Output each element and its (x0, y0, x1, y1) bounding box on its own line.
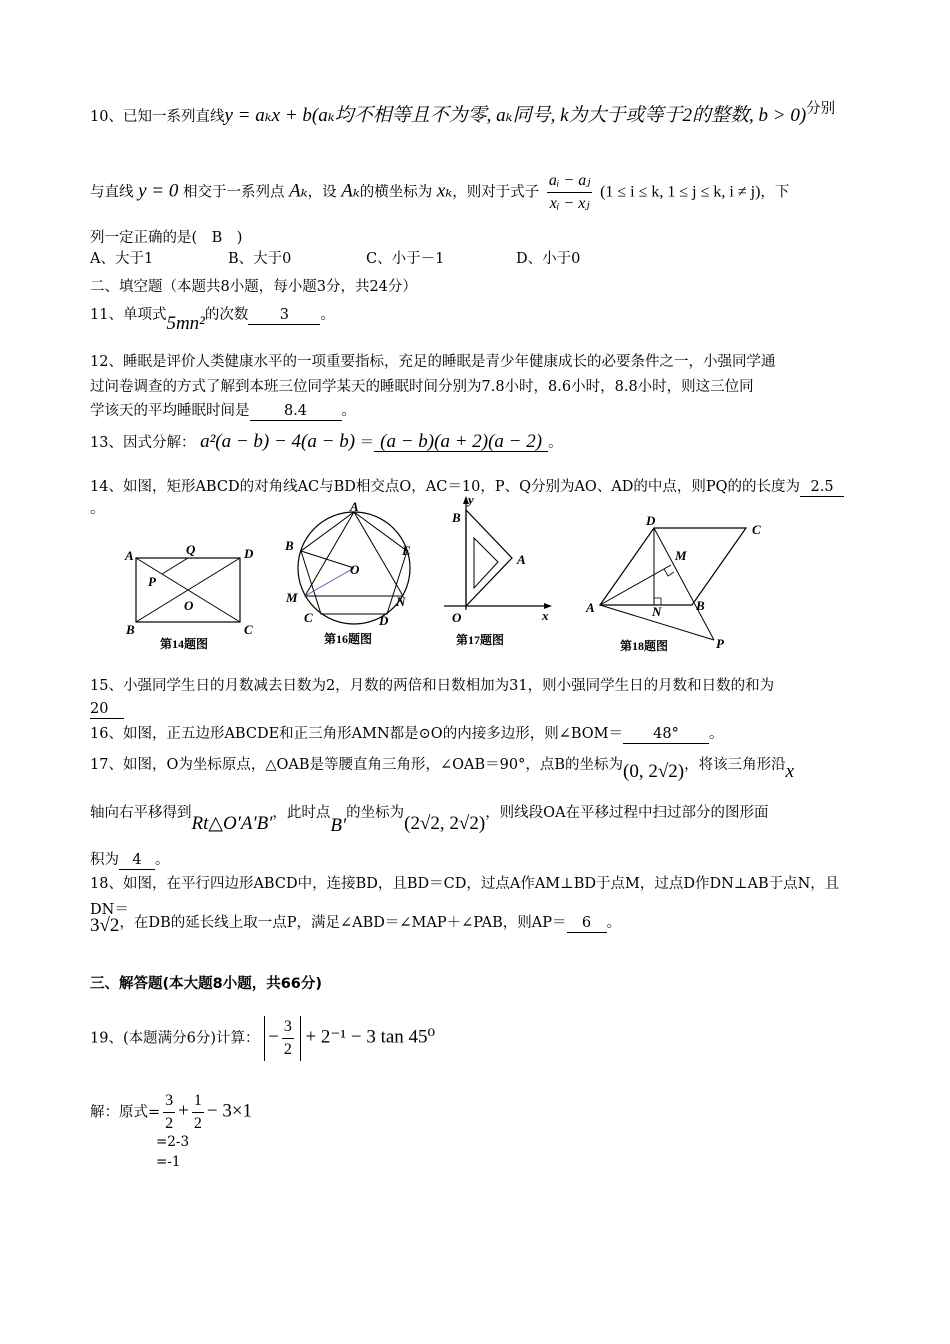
q19-step3: =-1 (156, 1154, 181, 1170)
q17-rt-triangle: Rt△O′A′B′ (191, 813, 273, 834)
label-p: P (716, 636, 724, 651)
q10-line2 (90, 170, 789, 215)
q19-frac1 (163, 1090, 175, 1135)
label-d: D (379, 613, 389, 628)
frac-den: 2 (283, 1041, 292, 1058)
q16-end: 。 (709, 726, 724, 742)
q12-answer: 8.4 (250, 402, 342, 421)
q12-line2: 过问卷调查的方式了解到本班三位同学某天的睡眠时间分别为7.8小时，8.6小时，8.8小时，则这三位同 (90, 379, 754, 395)
q19-rest: + 2⁻¹ − 3 tan 45⁰ (305, 1026, 436, 1048)
frac-den: 2 (193, 1115, 202, 1132)
label-o: O (350, 562, 360, 577)
q17-text: 轴向右平移得到 (90, 805, 192, 821)
frac-num: 3 (163, 1090, 175, 1113)
label-a: A (517, 552, 526, 567)
q12-line3 (90, 401, 356, 421)
label-c: C (304, 610, 313, 625)
q19-frac2 (192, 1090, 204, 1135)
q10-text: 相交于一系列点 (182, 184, 285, 201)
caption-17: 第17题图 (456, 633, 505, 647)
q10-ak2: Aₖ (341, 180, 360, 202)
q18-text: DN＝ (90, 902, 129, 918)
q13 (90, 432, 563, 453)
section2-heading: 二、填空题（本题共8小题，每小题3分，共24分） (90, 279, 417, 295)
q15-text: 15、小强同学生日的月数减去日数为2，月数的两倍和日数相加为31，则小强同学生日的月数和日数的和为 (90, 678, 775, 694)
label-e: E (402, 543, 411, 558)
label-n: N (652, 604, 662, 619)
label-n: N (396, 594, 406, 609)
q17-coord-b2: (2√2, 2√2) (404, 813, 486, 834)
q13-answer: (a − b)(a + 2)(a − 2) (374, 433, 548, 452)
q18-line1: 18、如图，在平行四边形ABCD中，连接BD，且BD＝CD，过点A作AM⊥BD于点M，过点D作DN⊥AB于点N，且 (90, 876, 840, 892)
q17-text: ，则线段OA在平移过程中扫过部分的图形面 (485, 805, 769, 821)
q17-b-prime: B′ (330, 815, 347, 836)
q17-text: ，将该三角形沿 (684, 757, 786, 773)
q19-problem (90, 1016, 435, 1061)
label-d: D (646, 513, 656, 528)
q11-mid: 的次数 (204, 307, 249, 323)
option-c: C、小于－1 (366, 251, 445, 267)
q10-text: ，设 (307, 184, 337, 201)
q10-condition: (1 ≤ i ≤ k, 1 ≤ j ≤ k, i ≠ j) (600, 183, 761, 201)
section3-heading: 三、解答题(本大题8小题，共66分) (90, 976, 323, 992)
q10-formula: y = aₖx + b(aₖ均不相等且不为零, aₖ同号, k为大于或等于2的整数, b > 0) (224, 105, 807, 126)
q13-lead: 13、因式分解： (90, 435, 196, 451)
q17-coord-b: (0, 2√2) (623, 761, 685, 782)
q10-ak: Aₖ (289, 180, 308, 202)
q10-xk: xₖ (436, 180, 453, 202)
q19-lead: 19、(本题满分6分)计算： (90, 1030, 260, 1047)
q14-answer: 2.5 (800, 478, 844, 497)
q19-abs: − $\frac{3}{2}$ (264, 1016, 301, 1061)
q17-text: 的坐标为 (346, 805, 405, 821)
label-o: O (452, 610, 462, 625)
label-m: M (675, 548, 687, 563)
q18-expr: 3√2 (90, 915, 120, 936)
q10-lead: 10、已知一系列直线 (90, 109, 225, 125)
q10-tail: 分别 (806, 101, 836, 117)
label-x: x (542, 608, 549, 623)
q10-text: 的横坐标为 (359, 184, 433, 201)
label-b: B (285, 538, 294, 553)
q19-solution (90, 1090, 252, 1135)
q15-answer-line (90, 699, 124, 719)
option-d: D、小于0 (516, 251, 581, 267)
q11-expr: 5mn² (166, 313, 205, 334)
q16-answer: 48° (623, 725, 709, 744)
q18-line2b (90, 912, 622, 936)
q12-line1: 12、睡眠是评价人类健康水平的一项重要指标，充足的睡眠是青少年健康成长的必要条件之一，小强同学通 (90, 354, 776, 370)
label-b: B (452, 510, 461, 525)
label-o: O (184, 598, 194, 613)
frac-den: xᵢ − xⱼ (549, 195, 590, 212)
q19-plus: + (178, 1100, 189, 1122)
q10-options (90, 249, 580, 269)
q17-line2 (90, 802, 769, 836)
label-y: y (468, 492, 474, 507)
label-a: A (586, 600, 595, 615)
q13-end: 。 (548, 435, 563, 451)
q10-line1 (90, 101, 836, 127)
q19-tail: − 3×1 (206, 1100, 253, 1122)
q14-text: 14、如图，矩形ABCD的对角线AC与BD相交点O，AC＝10，P、Q分别为AO、AD的中点，则PQ的的长度为 (90, 479, 801, 495)
label-b: B (126, 622, 135, 637)
q10-text: ，则对于式子 (452, 184, 540, 201)
q11-answer: 3 (248, 306, 320, 325)
q16 (90, 724, 724, 744)
q19-abs-fraction (282, 1016, 294, 1061)
option-a: A、大于1 (90, 251, 154, 267)
q17-line1 (90, 754, 795, 782)
caption-14: 第14题图 (160, 637, 209, 651)
q17-answer: 4 (119, 851, 155, 870)
q10-text: 与直线 (90, 184, 134, 201)
q19-step2: =2-3 (156, 1134, 190, 1150)
option-b: B、大于0 (228, 251, 292, 267)
q19-sol-lead: 解：原式= (90, 1104, 161, 1121)
figure-17 (440, 492, 560, 652)
caption-16: 第16题图 (324, 632, 373, 646)
q15-answer: 20 (90, 700, 124, 719)
q10-y0: y = 0 (138, 180, 179, 202)
label-p: P (148, 574, 156, 589)
frac-num: 3 (282, 1016, 294, 1039)
caption-18: 第18题图 (620, 639, 669, 653)
frac-num: aᵢ − aⱼ (547, 170, 593, 193)
q17-line3 (90, 850, 170, 870)
q10-line3: 列一定正确的是( B ) (90, 230, 243, 246)
q13-eq: ＝ (359, 435, 375, 451)
q18-end: 。 (606, 915, 622, 931)
q13-expr: a²(a − b) − 4(a − b) (200, 431, 356, 452)
q10-text: ，下 (760, 184, 790, 201)
figure-16 (278, 500, 428, 650)
q12-end: 。 (341, 403, 356, 419)
frac-den: 2 (165, 1115, 174, 1132)
label-q: Q (186, 542, 196, 557)
q12-text: 学该天的平均睡眠时间是 (90, 403, 250, 419)
figure-18 (578, 512, 778, 657)
frac-num: 1 (192, 1090, 204, 1113)
q16-text: 16、如图，正五边形ABCDE和正三角形AMN都是⊙O的内接多边形，则∠BOM＝ (90, 726, 624, 742)
q17-x: x (785, 761, 795, 782)
q17-text: 17、如图，O为坐标原点，△OAB是等腰直角三角形，∠OAB＝90°，点B的坐标为 (90, 757, 624, 773)
label-a: A (125, 548, 134, 563)
q11 (90, 304, 335, 334)
q11-lead: 11、单项式 (90, 307, 167, 323)
label-a: A (350, 500, 359, 514)
q17-text: 积为 (90, 852, 119, 868)
q10-fraction (547, 170, 593, 215)
label-c: C (244, 622, 253, 637)
label-d: D (244, 546, 254, 561)
q11-end: 。 (320, 307, 335, 323)
label-c: C (752, 522, 761, 537)
figure-14 (118, 540, 268, 655)
q17-text: ，此时点 (272, 805, 331, 821)
label-m: M (286, 590, 298, 605)
q17-end: 。 (155, 852, 170, 868)
q14-end: 。 (90, 501, 105, 517)
q18-answer: 6 (567, 914, 607, 933)
label-b: B (696, 598, 705, 613)
q18-text: ，在DB的延长线上取一点P，满足∠ABD＝∠MAP＋∠PAB，则AP＝ (119, 915, 567, 931)
